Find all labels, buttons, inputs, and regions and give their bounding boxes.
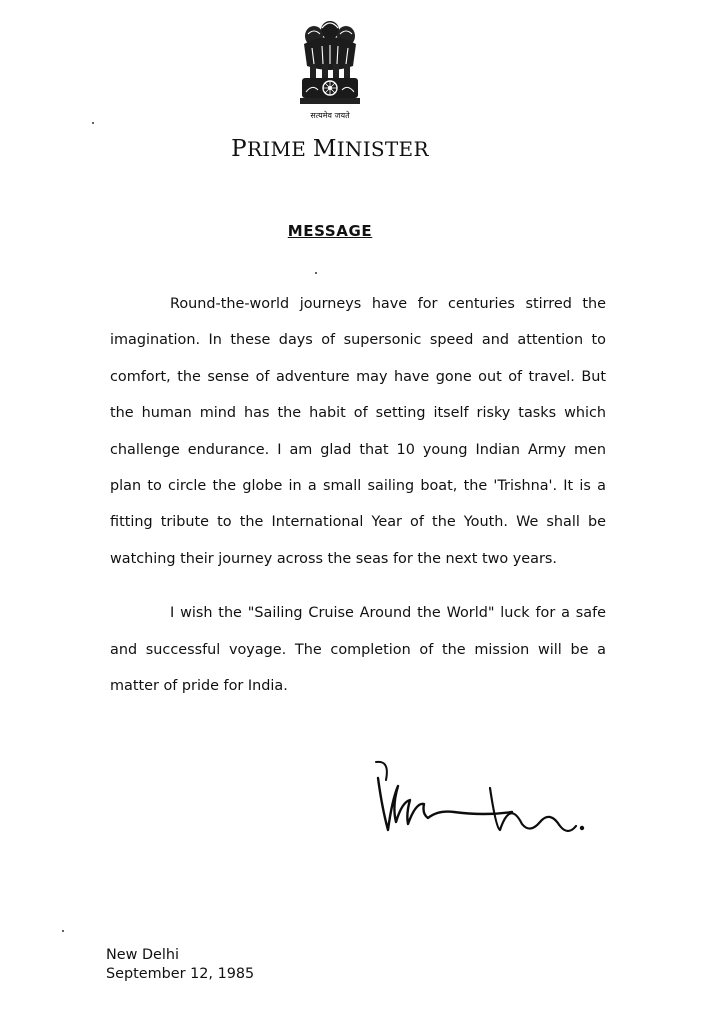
place-label: New Delhi — [106, 947, 180, 963]
letter-footer — [106, 946, 254, 984]
ink-speck — [315, 272, 317, 274]
paragraph-2: I wish the "Sailing Cruise Around the World" luck for a safe and successful voyage. The completion of the mission will be a matter of pride for India. — [110, 605, 606, 695]
paragraph-1: Round-the-world journeys have for centuries stirred the imagination. In these days of supersonic speed and attention to comfort, the sense of adventure may have gone out of travel. But the human mind has the habit of setting itself risky tasks which challenge endurance. I am glad that 10 young Indian Army men plan to circle the globe in a small sailing boat, the 'Trishna'. It is a fitting tribute to the International Year of the Youth. We shall be watching their journey across the seas for the next two years. — [110, 296, 606, 567]
signature-icon — [370, 758, 600, 848]
national-emblem-icon — [292, 14, 368, 124]
office-title: PRIME MINISTER — [231, 136, 429, 162]
ink-speck — [92, 122, 94, 124]
message-title: MESSAGE — [287, 222, 373, 240]
ink-speck — [62, 930, 64, 932]
message-body — [110, 286, 606, 704]
svg-text:सत्यमेव जयते: सत्यमेव जयते — [310, 111, 350, 120]
date-label: September 12, 1985 — [106, 966, 255, 982]
